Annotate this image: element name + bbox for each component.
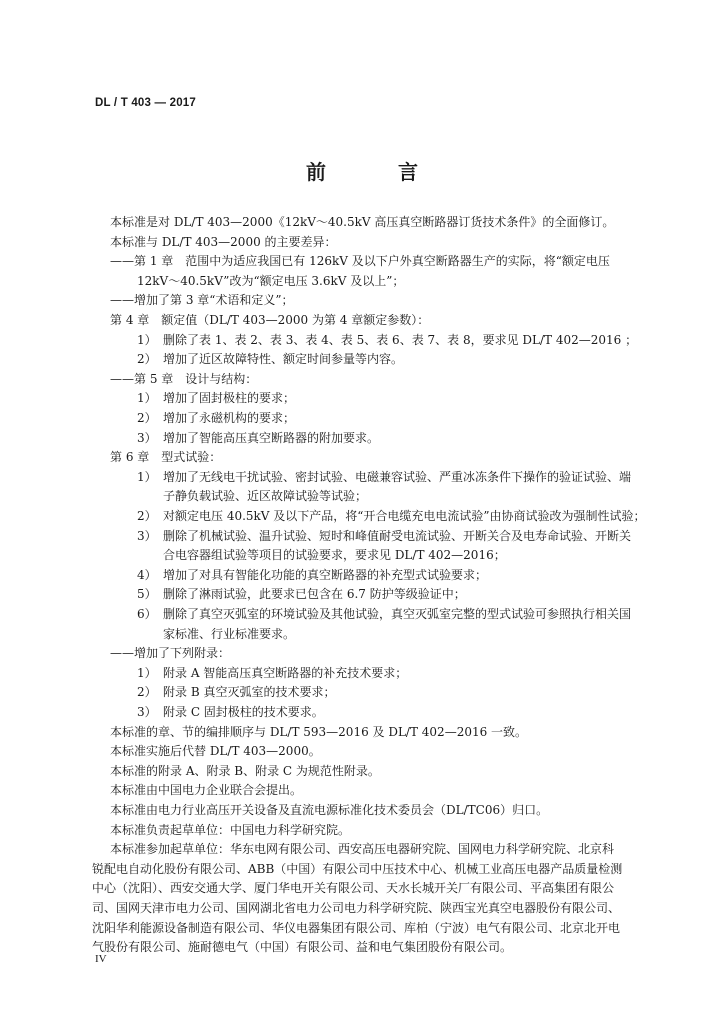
- paragraph-text: 子静负载试验、近区故障试验等试验；: [163, 489, 368, 504]
- paragraph-text: 本标准由电力行业高压开关设备及直流电源标准化技术委员会（DL/TC06）归口。: [110, 803, 549, 817]
- list-item-text: 删除了表 1、表 2、表 3、表 4、表 5、表 6、表 7、表 8，要求见 DL/T 402—2016 ；: [163, 332, 638, 347]
- list-item-text: 增加了永磁机构的要求；: [163, 411, 296, 425]
- paragraph-text: 沈阳华利能源设备制造有限公司、华仪电器集团有限公司、库柏（宁波）电气有限公司、北京北开电: [92, 920, 621, 935]
- list-number: 1）: [137, 391, 157, 406]
- list-item-text: 增加了智能高压真空断路器的附加要求。: [163, 430, 380, 445]
- paragraph-text: 气股份有限公司、施耐德电气（中国）有限公司、益和电气集团股份有限公司。: [92, 940, 513, 955]
- list-number: 1）: [137, 469, 157, 484]
- paragraph-text: 司、国网天津市电力公司、国网湖北省电力公司电力科学研究院、陕西宝光真空电器股份有限公司、: [92, 901, 621, 915]
- paragraph-text: 第 6 章 型式试验：: [110, 450, 222, 465]
- paragraph-text: 本标准的章、节的编排顺序与 DL/T 593—2016 及 DL/T 402—2016 一致。: [110, 724, 528, 739]
- list-number: 2）: [137, 685, 157, 700]
- list-number: 6）: [137, 607, 157, 621]
- paragraph-text: 本标准实施后代替 DL/T 403—2000。: [110, 744, 321, 759]
- list-number: 2）: [137, 352, 157, 367]
- paragraph-text: 锐配电自动化股份有限公司、ABB（中国）有限公司中压技术中心、机械工业高压电器产品质量检测: [92, 861, 623, 876]
- paragraph-text: ——增加了第 3 章“术语和定义”；: [110, 293, 294, 308]
- page-title: 前 言: [306, 160, 444, 184]
- document-code: DL / T 403 — 2017: [95, 97, 196, 109]
- list-number: 2）: [137, 509, 157, 523]
- paragraph-text: 本标准负责起草单位：中国电力科学研究院。: [110, 822, 351, 837]
- list-number: 4）: [137, 567, 157, 582]
- list-item-text: 附录 A 智能高压真空断路器的补充技术要求；: [163, 665, 408, 680]
- list-number: 3）: [137, 430, 157, 445]
- paragraph-text: 合电容器组试验等项目的试验要求，要求见 DL/T 402—2016；: [163, 548, 506, 563]
- list-number: 2）: [137, 411, 157, 425]
- list-number: 1）: [137, 665, 157, 680]
- paragraph-text: 本标准的附录 A、附录 B、附录 C 为规范性附录。: [110, 763, 380, 778]
- paragraph-text: 本标准是对 DL/T 403—2000《12kV～40.5kV 高压真空断路器订货技术条件》的全面修订。: [110, 215, 615, 229]
- list-number: 3）: [137, 528, 157, 543]
- list-item-text: 删除了淋雨试验，此要求已包含在 6.7 防护等级验证中；: [163, 587, 466, 602]
- paragraph-text: 本标准由中国电力企业联合会提出。: [110, 783, 303, 798]
- paragraph-text: ——增加了下列附录：: [110, 646, 231, 661]
- paragraph-text: ——第 1 章 范围中为适应我国已有 126kV 及以下户外真空断路器生产的实际，将“额定电压: [110, 254, 610, 269]
- paragraph-text: 第 4 章 额定值（DL/T 403—2000 为第 4 章额定参数）：: [110, 313, 430, 327]
- list-item-text: 附录 B 真空灭弧室的技术要求；: [163, 685, 336, 700]
- list-item-text: 删除了真空灭弧室的环境试验及其他试验，真空灭弧室完整的型式试验可参照执行相关国: [163, 607, 632, 621]
- list-item-text: 增加了无线电干扰试验、密封试验、电磁兼容试验、严重冰冻条件下操作的验证试验、端: [163, 469, 632, 484]
- paragraph-text: 家标准、行业标准要求。: [163, 626, 296, 641]
- list-item-text: 增加了近区故障特性、额定时间参量等内容。: [163, 352, 404, 367]
- list-number: 3）: [137, 705, 157, 719]
- page-number: IV: [95, 953, 107, 965]
- list-number: 1）: [137, 332, 157, 347]
- list-item-text: 增加了对具有智能化功能的真空断路器的补充型式试验要求；: [163, 567, 488, 582]
- paragraph-text: 12kV～40.5kV”改为“额定电压 3.6kV 及以上”；: [137, 273, 405, 288]
- list-item-text: 增加了固封极柱的要求；: [163, 391, 296, 406]
- paragraph-text: ——第 5 章 设计与结构：: [110, 371, 258, 386]
- list-item-text: 附录 C 固封极柱的技术要求。: [163, 705, 324, 719]
- list-item-text: 对额定电压 40.5kV 及以下产品，将“开合电缆充电电流试验”由协商试验改为强制性试验；: [163, 509, 646, 523]
- paragraph-text: 本标准与 DL/T 403—2000 的主要差异：: [110, 234, 337, 249]
- paragraph-text: 中心（沈阳）、西安交通大学、厦门华电开关有限公司、天水长城开关厂有限公司、平高集团有限公: [92, 881, 615, 896]
- list-number: 5）: [137, 587, 157, 602]
- paragraph-text: 本标准参加起草单位：华东电网有限公司、西安高压电器研究院、国网电力科学研究院、北京科: [110, 842, 615, 857]
- list-item-text: 删除了机械试验、温升试验、短时和峰值耐受电流试验、开断关合及电寿命试验、开断关: [163, 528, 632, 543]
